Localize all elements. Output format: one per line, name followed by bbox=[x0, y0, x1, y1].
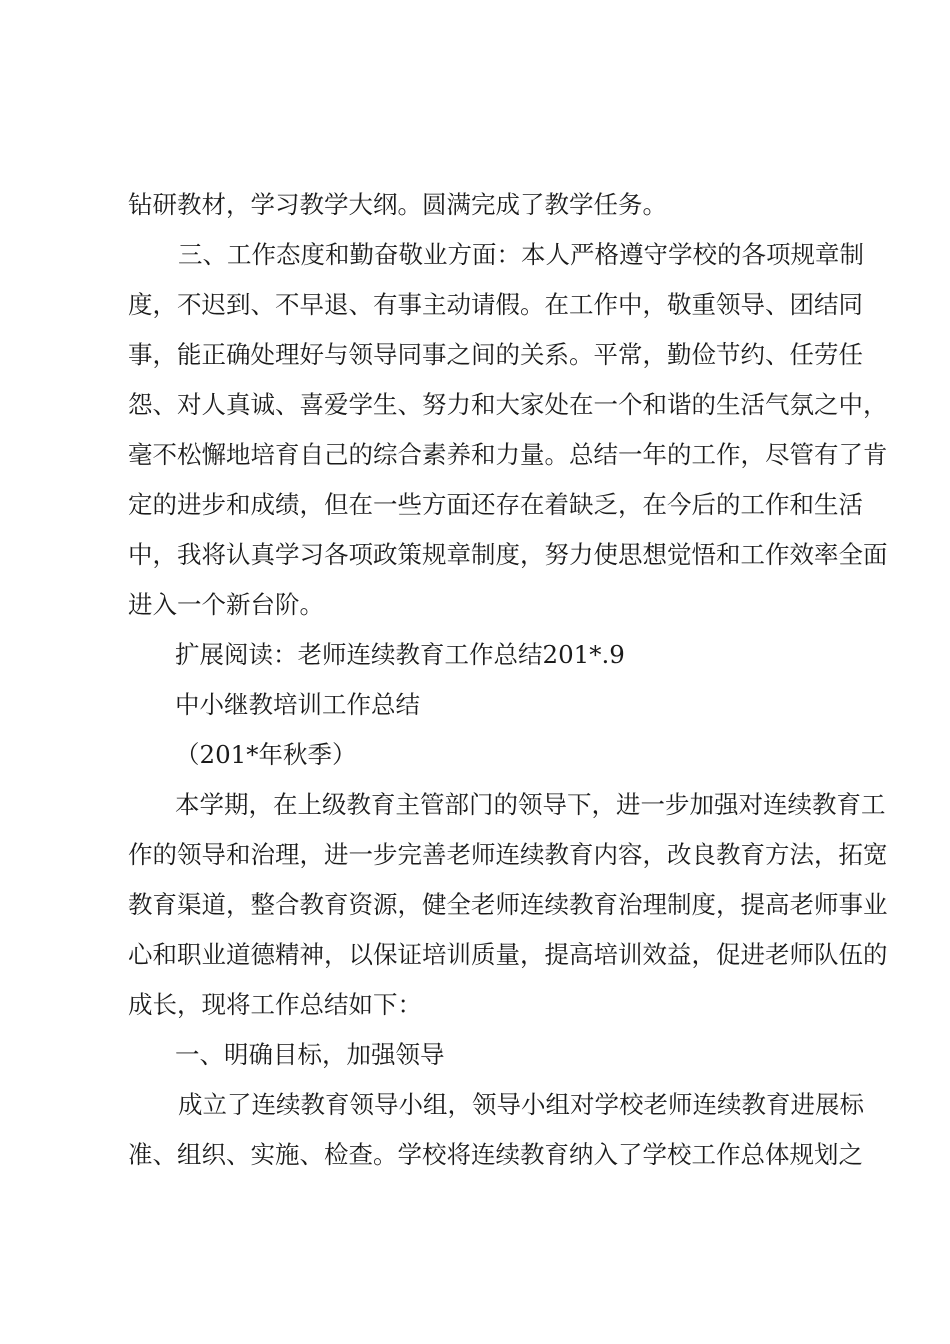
report-title: 中小继教培训工作总结 bbox=[175, 690, 420, 719]
paragraph-line: 心和职业道德精神，以保证培训质量，提高培训效益，促进老师队伍的 bbox=[128, 940, 888, 969]
paragraph-line: 度，不迟到、不早退、有事主动请假。在工作中，敬重领导、团结同 bbox=[128, 290, 863, 319]
paragraph-line: 作的领导和治理，进一步完善老师连续教育内容，改良教育方法，拓宽 bbox=[128, 840, 888, 869]
extended-reading-line: 扩展阅读：老师连续教育工作总结201*.9 bbox=[175, 640, 625, 669]
paragraph-line: 钻研教材，学习教学大纲。圆满完成了教学任务。 bbox=[128, 190, 667, 219]
paragraph-line: 毫不松懈地培育自己的综合素养和力量。总结一年的工作，尽管有了肯 bbox=[128, 440, 888, 469]
paragraph-line: 教育渠道，整合教育资源，健全老师连续教育治理制度，提高老师事业 bbox=[128, 890, 888, 919]
paragraph-line: 本学期，在上级教育主管部门的领导下，进一步加强对连续教育工 bbox=[175, 790, 886, 819]
paragraph-line: 定的进步和成绩，但在一些方面还存在着缺乏，在今后的工作和生活 bbox=[128, 490, 863, 519]
paragraph-line: 进入一个新台阶。 bbox=[128, 590, 324, 619]
paragraph-line: 中，我将认真学习各项政策规章制度，努力使思想觉悟和工作效率全面 bbox=[128, 540, 888, 569]
section-one-heading: 一、明确目标，加强领导 bbox=[175, 1040, 445, 1069]
paragraph-line: 成长，现将工作总结如下： bbox=[128, 990, 422, 1019]
section-three-heading-line: 三、工作态度和勤奋敬业方面：本人严格遵守学校的各项规章制 bbox=[178, 240, 864, 269]
paragraph-line: 事，能正确处理好与领导同事之间的关系。平常，勤俭节约、任劳任 bbox=[128, 340, 863, 369]
paragraph-line: 怨、对人真诚、喜爱学生、努力和大家处在一个和谐的生活气氛之中， bbox=[128, 390, 888, 419]
paragraph-line: 准、组织、实施、检查。学校将连续教育纳入了学校工作总体规划之 bbox=[128, 1140, 863, 1169]
paragraph-line: 成立了连续教育领导小组，领导小组对学校老师连续教育进展标 bbox=[178, 1090, 864, 1119]
report-subtitle: （201*年秋季） bbox=[175, 740, 357, 769]
